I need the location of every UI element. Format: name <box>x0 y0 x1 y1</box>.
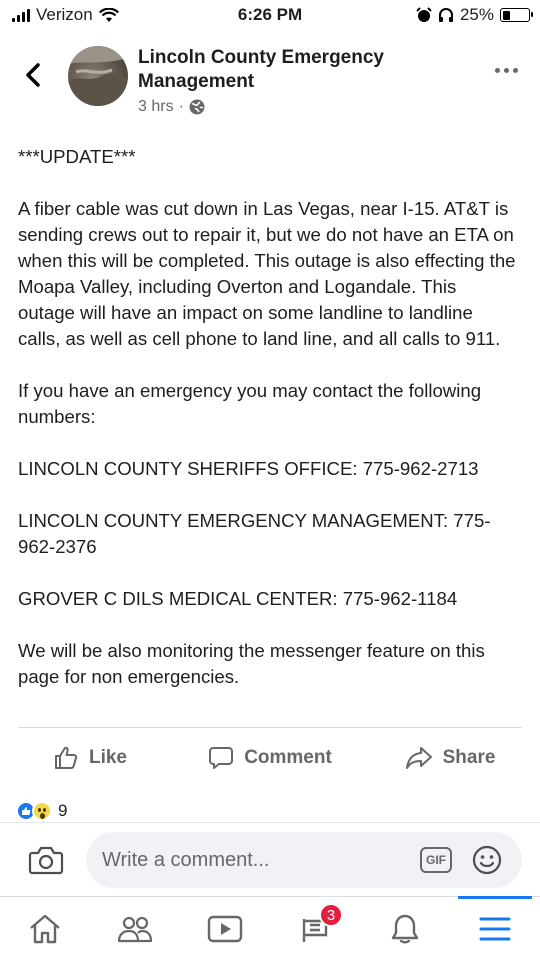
more-options-button[interactable] <box>495 68 518 73</box>
headphones-icon <box>438 7 454 23</box>
status-bar-time: 6:26 PM <box>237 5 303 24</box>
post-body <box>18 144 518 716</box>
reaction-count: 9 <box>58 801 68 820</box>
comment-button[interactable] <box>180 738 360 778</box>
page-name[interactable]: Lincoln County Emergency Management <box>138 47 384 92</box>
notification-badge: 3 <box>319 903 343 927</box>
battery-icon <box>500 8 530 22</box>
nav-notifications[interactable] <box>360 897 450 960</box>
chevron-left-icon <box>24 62 42 88</box>
bottom-navigation <box>0 896 540 960</box>
back-button[interactable] <box>20 60 46 90</box>
post-paragraph: ***UPDATE*** <box>18 146 136 167</box>
menu-icon <box>479 916 511 942</box>
post-actions <box>0 738 540 778</box>
comment-icon <box>208 745 234 771</box>
friends-icon <box>116 913 154 945</box>
home-icon <box>28 913 62 945</box>
reaction-summary[interactable] <box>16 800 67 822</box>
more-dot <box>513 68 518 73</box>
gif-button[interactable]: GIF <box>420 847 452 873</box>
actions-divider <box>18 727 522 728</box>
post-paragraph: We will be also monitoring the messenger feature on this page for non emergencies. <box>18 640 485 687</box>
meta-separator: · <box>178 98 184 115</box>
thumbs-up-icon <box>53 745 79 771</box>
camera-icon[interactable] <box>28 845 64 875</box>
post-paragraph: LINCOLN COUNTY SHERIFFS OFFICE: 775-962-2713 <box>18 458 479 479</box>
nav-news[interactable] <box>270 897 360 960</box>
wow-icon <box>32 801 52 821</box>
nav-friends[interactable] <box>90 897 180 960</box>
carrier-label: Verizon <box>36 5 93 24</box>
share-button[interactable] <box>360 738 540 778</box>
globe-icon <box>189 99 205 115</box>
comment-composer <box>0 822 540 896</box>
battery-percent: 25% <box>459 5 494 24</box>
notifications-icon <box>389 912 421 946</box>
comment-input[interactable] <box>102 832 402 888</box>
more-dot <box>504 68 509 73</box>
comment-field[interactable] <box>86 832 522 888</box>
nav-home[interactable] <box>0 897 90 960</box>
emoji-icon[interactable] <box>472 845 502 875</box>
status-bar <box>0 0 540 32</box>
like-button[interactable] <box>0 738 180 778</box>
share-icon <box>405 745 433 771</box>
post-time[interactable]: 3 hrs <box>138 98 174 115</box>
avatar-image <box>68 46 128 106</box>
post-paragraph: LINCOLN COUNTY EMERGENCY MANAGEMENT: 775-962-2376 <box>18 510 491 557</box>
post-meta <box>138 98 205 116</box>
status-bar-right <box>416 5 530 25</box>
more-dot <box>495 68 500 73</box>
watch-icon <box>207 914 243 944</box>
comment-label: Comment <box>244 747 332 768</box>
like-label: Like <box>88 747 128 768</box>
post-header <box>0 40 540 120</box>
nav-menu[interactable] <box>450 897 540 960</box>
nav-watch[interactable] <box>180 897 270 960</box>
post-paragraph: If you have an emergency you may contact the following numbers: <box>18 380 482 427</box>
alarm-icon <box>416 7 432 23</box>
share-label: Share <box>442 747 496 768</box>
post-paragraph: GROVER C DILS MEDICAL CENTER: 775-962-1184 <box>18 588 458 609</box>
page-avatar[interactable] <box>68 46 128 106</box>
post-paragraph: A fiber cable was cut down in Las Vegas, near I-15. AT&T is sending crews out to repair it, but we do not have an ETA on when this will be completed. This outage is also effecting the Moapa Valley, including Overton and Logandale. This outage will have an impact on some landline to landline calls, as well as cell phone to land line, and all calls to 911. <box>18 198 516 349</box>
